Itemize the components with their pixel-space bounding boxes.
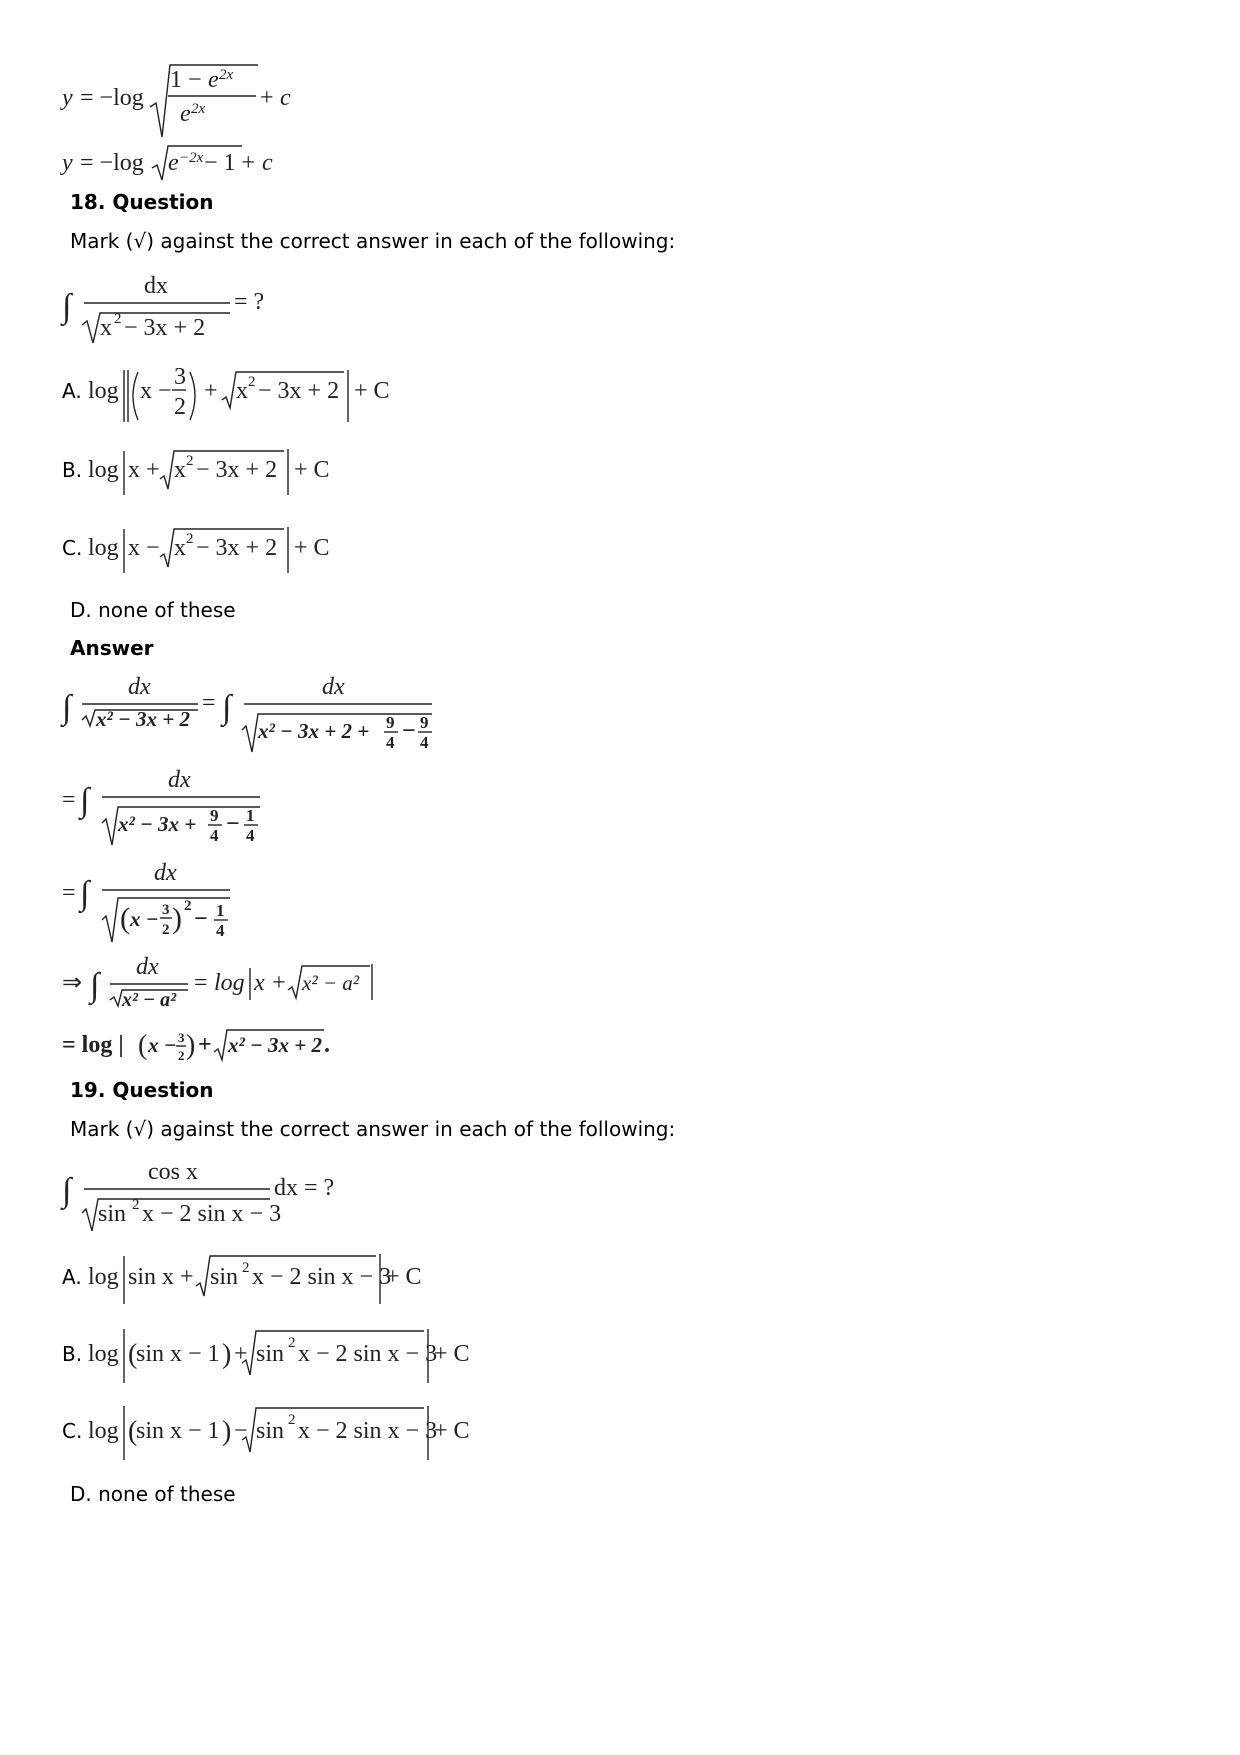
- svg-text:x² − a²: x² − a²: [122, 989, 177, 1011]
- question-19-integral: [62, 1155, 382, 1235]
- svg-text:e: e: [180, 101, 191, 127]
- svg-text:x − 2 sin x − 3: x − 2 sin x − 3: [142, 1201, 282, 1227]
- svg-text:x − 2 sin x − 3: x − 2 sin x − 3: [298, 1341, 438, 1367]
- svg-text:+ C: + C: [294, 535, 330, 561]
- svg-text:2: 2: [248, 374, 256, 390]
- answer-step-1: [62, 670, 502, 760]
- svg-text:=: =: [62, 787, 76, 813]
- svg-text:dx: dx: [128, 674, 151, 700]
- question-18-heading: 18. Question: [70, 190, 214, 214]
- svg-text:): ): [222, 1416, 232, 1447]
- svg-text:4: 4: [420, 733, 429, 752]
- svg-text:=: =: [202, 690, 216, 716]
- svg-text:2: 2: [174, 394, 186, 420]
- svg-text:− 3x + 2: − 3x + 2: [196, 457, 278, 483]
- svg-text:dx = ?: dx = ?: [274, 1175, 335, 1201]
- svg-text:): ): [172, 902, 182, 935]
- question-19-instruction: Mark (√) against the correct answer in each of the following:: [70, 1117, 676, 1141]
- svg-text:9: 9: [386, 713, 395, 732]
- svg-text:sin x +: sin x +: [128, 1264, 194, 1290]
- svg-text:9: 9: [210, 806, 219, 825]
- option-letter: B.: [62, 458, 83, 482]
- svg-text:2: 2: [288, 1412, 296, 1428]
- svg-text:− 1 +: − 1 +: [204, 150, 256, 176]
- svg-text:∫: ∫: [80, 782, 90, 819]
- svg-text:2: 2: [114, 311, 122, 327]
- option-letter: C.: [62, 536, 83, 560]
- question-18-option-b: [62, 445, 392, 500]
- carry-over-equation-2: [62, 140, 322, 185]
- svg-text:2: 2: [162, 922, 170, 938]
- option-text: none of these: [98, 1482, 236, 1506]
- svg-text:x −: x −: [128, 535, 160, 561]
- svg-text:cos x: cos x: [148, 1159, 198, 1185]
- question-18-instruction: Mark (√) against the correct answer in each of the following:: [70, 229, 676, 253]
- svg-text:2: 2: [184, 898, 192, 914]
- svg-text:y: y: [62, 150, 73, 176]
- svg-text:x² − a²: x² − a²: [302, 971, 360, 995]
- svg-text:x −: x −: [148, 1033, 177, 1057]
- svg-text:=: =: [62, 880, 76, 906]
- svg-text:2: 2: [288, 1335, 296, 1351]
- svg-text:2: 2: [178, 1048, 185, 1063]
- svg-text:+ C: + C: [434, 1418, 470, 1444]
- svg-text:(: (: [128, 1339, 138, 1370]
- svg-text:x: x: [174, 535, 186, 561]
- svg-text:x² − 3x +: x² − 3x +: [118, 812, 197, 836]
- svg-text:dx: dx: [154, 860, 177, 886]
- svg-text:= −log: = −log: [80, 85, 144, 111]
- svg-text:dx: dx: [168, 767, 191, 793]
- svg-text:dx: dx: [144, 273, 168, 299]
- answer-step-4: [62, 950, 422, 1020]
- carry-over-equation-1: [62, 55, 322, 145]
- svg-text:x −: x −: [130, 907, 159, 931]
- svg-text:3: 3: [178, 1030, 185, 1045]
- svg-text:log: log: [214, 970, 245, 996]
- svg-text:log: log: [88, 378, 119, 404]
- svg-text:3: 3: [162, 902, 170, 918]
- svg-text:− 3x + 2: − 3x + 2: [124, 315, 206, 341]
- question-18-option-c: [62, 523, 392, 578]
- question-19-heading: 19. Question: [70, 1078, 214, 1102]
- svg-text:x +: x +: [128, 457, 160, 483]
- svg-text:dx: dx: [322, 674, 345, 700]
- svg-text:+ C: + C: [434, 1341, 470, 1367]
- svg-text:log: log: [88, 1341, 119, 1367]
- svg-text:x −: x −: [140, 378, 172, 404]
- question-19-option-d: [70, 1482, 236, 1506]
- svg-text:sin: sin: [210, 1264, 239, 1290]
- svg-text:x − 2 sin x − 3: x − 2 sin x − 3: [252, 1264, 392, 1290]
- svg-text:c: c: [262, 150, 273, 176]
- svg-text:4: 4: [216, 921, 225, 940]
- svg-text:log: log: [88, 1264, 119, 1290]
- svg-text:): ): [186, 1030, 196, 1061]
- svg-text:2: 2: [186, 531, 194, 547]
- svg-text:−2x: −2x: [179, 150, 204, 166]
- svg-text:dx: dx: [136, 954, 159, 980]
- svg-text:1: 1: [246, 806, 255, 825]
- svg-text:3: 3: [174, 364, 186, 390]
- svg-text:+ C: + C: [354, 378, 390, 404]
- answer-step-2: [62, 765, 362, 850]
- svg-text:x: x: [100, 315, 112, 341]
- svg-text:1 −: 1 −: [170, 67, 202, 93]
- svg-text:∫: ∫: [90, 967, 100, 1004]
- svg-text:∫: ∫: [222, 689, 232, 726]
- svg-text:log: log: [88, 1418, 119, 1444]
- svg-text:− 3x + 2: − 3x + 2: [258, 378, 340, 404]
- question-19-option-b: [62, 1325, 502, 1390]
- svg-text:= log |: = log |: [62, 1032, 124, 1058]
- option-letter: C.: [62, 1419, 83, 1443]
- svg-text:sin: sin: [256, 1341, 285, 1367]
- svg-text:.: .: [324, 1032, 330, 1058]
- svg-text:e: e: [208, 67, 219, 93]
- option-letter: B.: [62, 1342, 83, 1366]
- svg-text:−: −: [194, 906, 208, 932]
- svg-text:= −log: = −log: [80, 150, 144, 176]
- svg-text:= ?: = ?: [234, 289, 265, 315]
- svg-text:4: 4: [210, 826, 219, 845]
- question-19-option-a: [62, 1250, 462, 1310]
- svg-text:log: log: [88, 535, 119, 561]
- svg-text:2x: 2x: [191, 101, 206, 117]
- svg-text:2x: 2x: [219, 67, 234, 83]
- svg-text:4: 4: [386, 733, 395, 752]
- svg-text:+ C: + C: [386, 1264, 422, 1290]
- question-19-option-c: [62, 1402, 502, 1467]
- option-letter: A.: [62, 379, 82, 403]
- option-letter: D.: [70, 598, 92, 622]
- svg-text:∫: ∫: [62, 1172, 72, 1209]
- svg-text:sin: sin: [256, 1418, 285, 1444]
- answer-step-5: [62, 1022, 382, 1067]
- svg-text:2: 2: [242, 1260, 250, 1276]
- svg-text:−: −: [234, 1418, 248, 1444]
- question-18-option-a: [62, 360, 462, 435]
- svg-text:4: 4: [246, 826, 255, 845]
- svg-text:−: −: [226, 811, 240, 837]
- svg-text:sin x − 1: sin x − 1: [136, 1418, 220, 1444]
- svg-text:x² − 3x + 2: x² − 3x + 2: [96, 707, 190, 731]
- answer-step-3: [62, 858, 322, 948]
- svg-text:c: c: [280, 85, 291, 111]
- svg-text:∫: ∫: [62, 689, 72, 726]
- svg-text:(: (: [128, 1416, 138, 1447]
- svg-text:x² − 3x + 2 +: x² − 3x + 2 +: [258, 719, 370, 743]
- svg-text:+: +: [260, 85, 274, 111]
- svg-text:): ): [222, 1339, 232, 1370]
- svg-text:y: y: [62, 85, 73, 111]
- svg-text:⇒: ⇒: [62, 970, 83, 996]
- svg-text:e: e: [168, 150, 179, 176]
- svg-text:x: x: [174, 457, 186, 483]
- svg-text:sin: sin: [98, 1201, 127, 1227]
- svg-text:=: =: [194, 970, 208, 996]
- svg-text:x: x: [236, 378, 248, 404]
- svg-text:x² − 3x + 2: x² − 3x + 2: [228, 1033, 322, 1057]
- svg-text:∫: ∫: [62, 288, 72, 325]
- svg-text:+: +: [234, 1341, 248, 1367]
- svg-text:log: log: [88, 457, 119, 483]
- answer-heading: Answer: [70, 636, 154, 660]
- svg-text:−: −: [402, 718, 416, 744]
- svg-text:2: 2: [186, 453, 194, 469]
- svg-text:+: +: [204, 378, 218, 404]
- question-18-integral: [62, 265, 302, 350]
- question-18-option-d: [70, 598, 236, 622]
- option-letter: D.: [70, 1482, 92, 1506]
- svg-text:1: 1: [216, 901, 225, 920]
- option-text: none of these: [98, 598, 236, 622]
- svg-text:∫: ∫: [80, 875, 90, 912]
- option-letter: A.: [62, 1265, 82, 1289]
- svg-text:(: (: [120, 902, 130, 935]
- svg-text:+ C: + C: [294, 457, 330, 483]
- svg-text:− 3x + 2: − 3x + 2: [196, 535, 278, 561]
- svg-text:2: 2: [132, 1197, 140, 1213]
- svg-text:9: 9: [420, 713, 429, 732]
- svg-text:(: (: [138, 1030, 148, 1061]
- svg-text:x − 2 sin x − 3: x − 2 sin x − 3: [298, 1418, 438, 1444]
- svg-text:sin x − 1: sin x − 1: [136, 1341, 220, 1367]
- svg-text:+: +: [198, 1032, 212, 1058]
- svg-text:x +: x +: [254, 970, 287, 996]
